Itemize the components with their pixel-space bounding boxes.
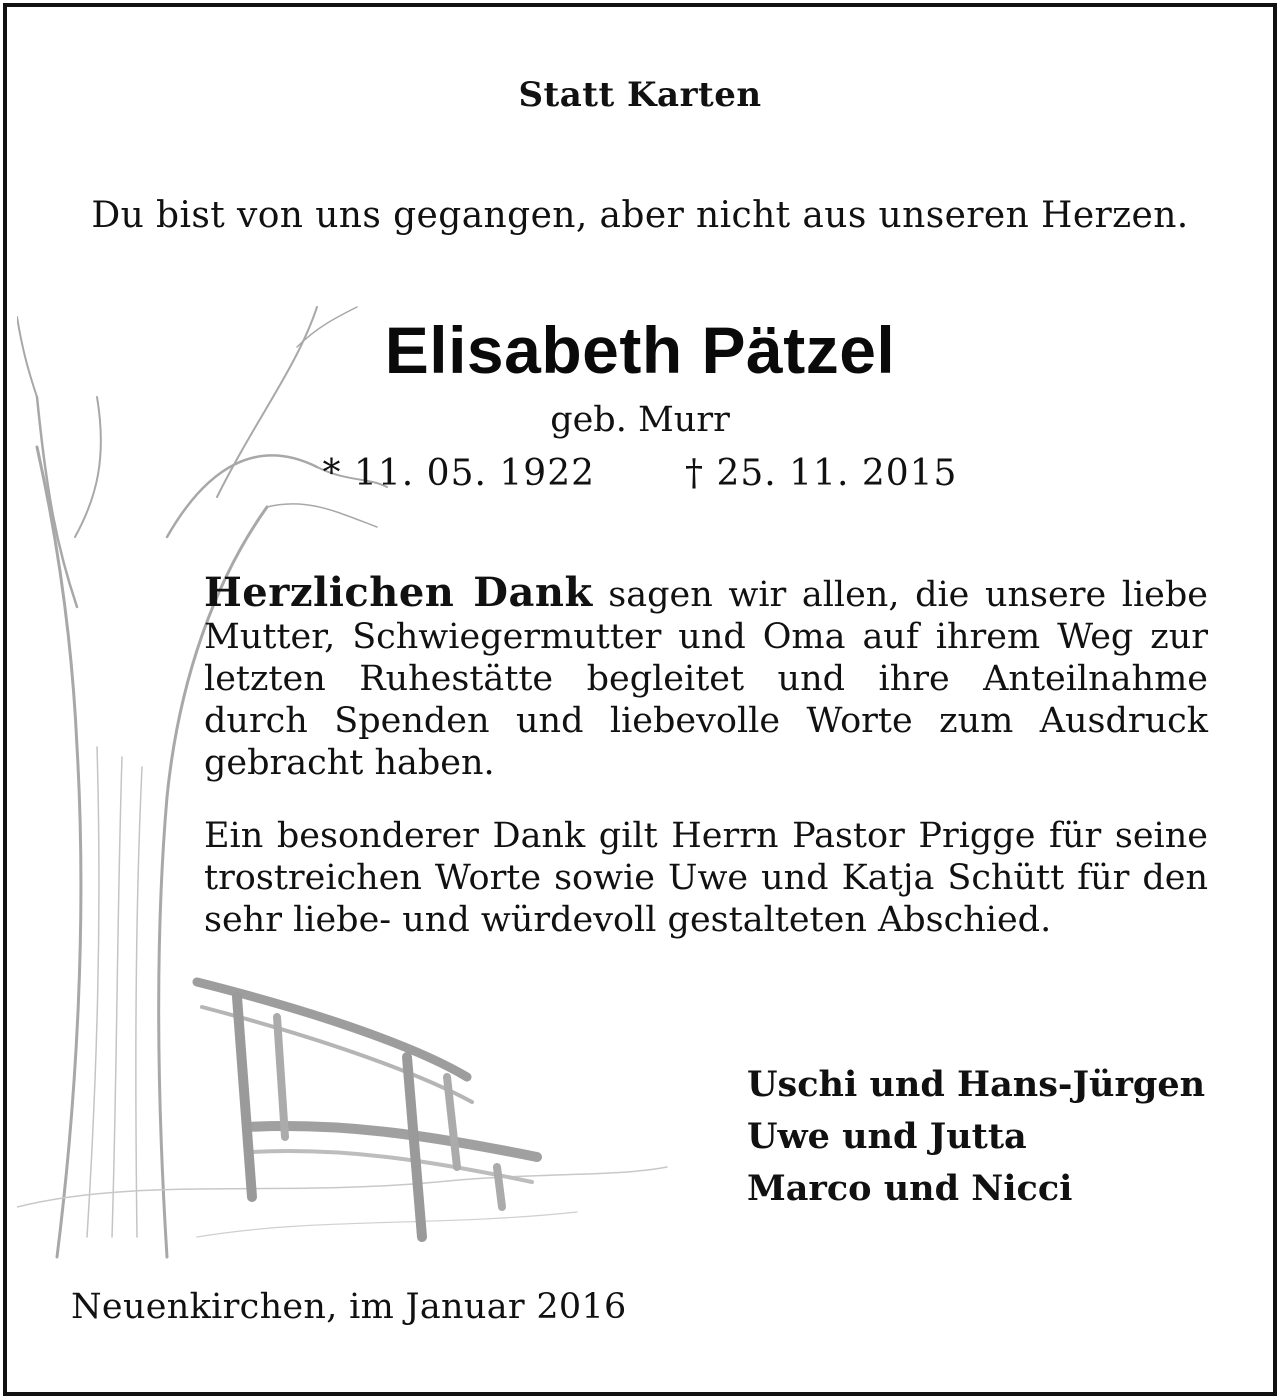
- deceased-name: Elisabeth Pätzel: [384, 313, 896, 387]
- heading-statt-karten: Statt Karten: [518, 75, 762, 115]
- signer-name: Uschi und Hans-Jürgen: [747, 1064, 1206, 1105]
- signers-list: [747, 1059, 1205, 1215]
- life-dates: [7, 453, 1273, 494]
- place-date: Neuenkirchen, im Januar 2016: [71, 1287, 627, 1327]
- death-date: † 25. 11. 2015: [685, 453, 958, 494]
- motto-line: Du bist von uns gegangen, aber nicht aus unseren Herzen.: [91, 195, 1189, 236]
- thanks-text: sagen wir allen, die unsere liebe Mutter, Schwiegermutter und Oma auf ihrem Weg zur letzten Ruhestätte begleitet und ihre Anteilnahme durch Spenden und liebevolle Worte zum Ausdruck gebracht haben.: [204, 575, 1208, 783]
- obituary-notice: [3, 3, 1277, 1396]
- birth-name: geb. Murr: [550, 400, 730, 440]
- thanks-paragraph: [204, 569, 1208, 784]
- special-thanks-paragraph: Ein besonderer Dank gilt Herrn Pastor Prigge für seine trostreichen Worte sowie Uwe und Katja Schütt für den sehr liebe- und würdevoll gestalteten Abschied.: [204, 816, 1208, 940]
- birth-date: * 11. 05. 1922: [322, 453, 595, 494]
- thanks-lead: Herzlichen Dank: [204, 569, 593, 616]
- signer-name: Marco und Nicci: [747, 1168, 1073, 1209]
- signer-name: Uwe und Jutta: [747, 1116, 1027, 1157]
